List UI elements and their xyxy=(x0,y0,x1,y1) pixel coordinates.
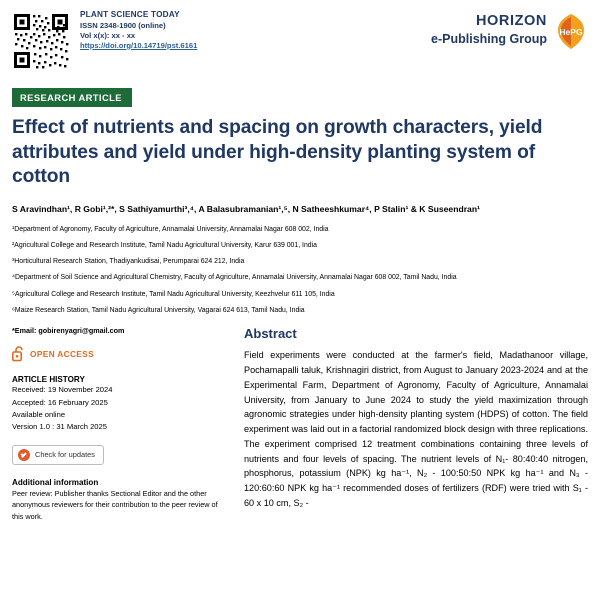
page-title: Effect of nutrients and spacing on growth characters, yield attributes and yield under high-density planting system of cotton xyxy=(12,117,543,188)
publisher-name: HORIZON xyxy=(475,13,547,29)
journal-meta xyxy=(80,10,431,51)
open-lock-icon xyxy=(12,345,25,362)
accepted-date: Accepted: 16 February 2025 xyxy=(12,397,108,407)
affiliation-item: ⁶Maize Research Station, Tamil Nadu Agricultural University, Vagarai 624 613, Tamil Nadu, India xyxy=(12,306,305,314)
affiliation-item: ³Horticultural Research Station, Thadiyankudisai, Perumparai 624 212, India xyxy=(12,258,245,266)
open-access-label: OPEN ACCESS xyxy=(30,348,94,359)
hepg-logo-icon xyxy=(554,12,588,52)
author-list: S Aravindhan¹, R Gobi¹,²*, S Sathiyamurthi³,⁴, A Balasubramanian¹,⁵, N Satheeshkumar⁴, P Stalin¹ & K Suseendran¹ xyxy=(12,203,480,214)
additional-info-heading: Additional information xyxy=(12,477,99,487)
check-for-updates-button[interactable] xyxy=(12,445,104,465)
svg-text:HePG: HePG xyxy=(559,27,583,37)
received-date: Received: 19 November 2024 xyxy=(12,385,113,395)
article-sidebar xyxy=(12,326,230,522)
abstract-heading: Abstract xyxy=(244,326,297,342)
affiliation-item: ⁴Department of Soil Science and Agricultural Chemistry, Faculty of Agriculture, Annamalai University, Annamalai Nagar 608 002, Tamil Nadu, India xyxy=(12,274,457,282)
version-info: Version 1.0 : 31 March 2025 xyxy=(12,422,107,432)
publisher-subtitle: e-Publishing Group xyxy=(431,31,547,46)
available-online: Available online xyxy=(12,410,66,420)
journal-volume: Vol x(x): xx - xx xyxy=(80,30,136,40)
abstract-section xyxy=(230,326,588,522)
qr-code-icon xyxy=(12,12,70,70)
affiliation-item: ¹Department of Agronomy, Faculty of Agriculture, Annamalai University, Annamalai Nagar 608 002, India xyxy=(12,225,329,233)
abstract-text: Field experiments were conducted at the farmer's field, Madathanoor village, Pochamapalli taluk, Krishnagiri district, from August to January 2023-2024 and at the Experimental Farm, Department of Agronomy, Faculty of Agriculture, Annamalai University, from January to June 2024 to study the yield maximization through agronomic strategies under high-density planting system (HDPS) of cotton. The field experiment was laid out in a factorial randomized block design with three replications. The experiment comprised 12 treatment combinations containing three levels of nutrients and four levels of spacing. The nutrient levels of N₁- 80:40:40 nitrogen, phosphorus, potassium (NPK) kg ha⁻¹, N₂ - 100:50:50 NPK kg ha⁻¹ and N₃ - 120:60:60 NPK kg ha⁻¹ recommended doses of fertilizers (RDF) were tried with S₁ - 60 x 10 cm, S₂ - xyxy=(244,350,588,508)
corresponding-email[interactable]: *Email: gobirenyagri@gmail.com xyxy=(12,326,125,336)
page-header xyxy=(12,10,588,80)
lower-section xyxy=(12,326,588,522)
article-history-heading: ARTICLE HISTORY xyxy=(12,375,85,385)
additional-info-text: Peer review: Publisher thanks Sectional Editor and the other anonymous reviewers for their contribution to the peer review of this work. xyxy=(12,488,218,522)
article-type-badge: RESEARCH ARTICLE xyxy=(12,88,132,107)
open-access-badge xyxy=(12,345,220,362)
affiliation-list xyxy=(12,225,588,317)
affiliation-item: ²Agricultural College and Research Institute, Tamil Nadu Agricultural University, Karur 639 001, India xyxy=(12,241,317,249)
journal-title: PLANT SCIENCE TODAY xyxy=(80,10,180,19)
publisher-block xyxy=(431,10,588,52)
affiliation-item: ⁵Agricultural College and Research Institute, Tamil Nadu Agricultural University, Keezhvelur 611 105, India xyxy=(12,290,335,298)
check-for-updates-label: Check for updates xyxy=(35,450,95,460)
journal-issn: ISSN 2348-1900 (online) xyxy=(80,20,166,30)
crossmark-icon xyxy=(18,449,30,461)
doi-link[interactable]: https://doi.org/10.14719/pst.6161 xyxy=(80,40,198,50)
